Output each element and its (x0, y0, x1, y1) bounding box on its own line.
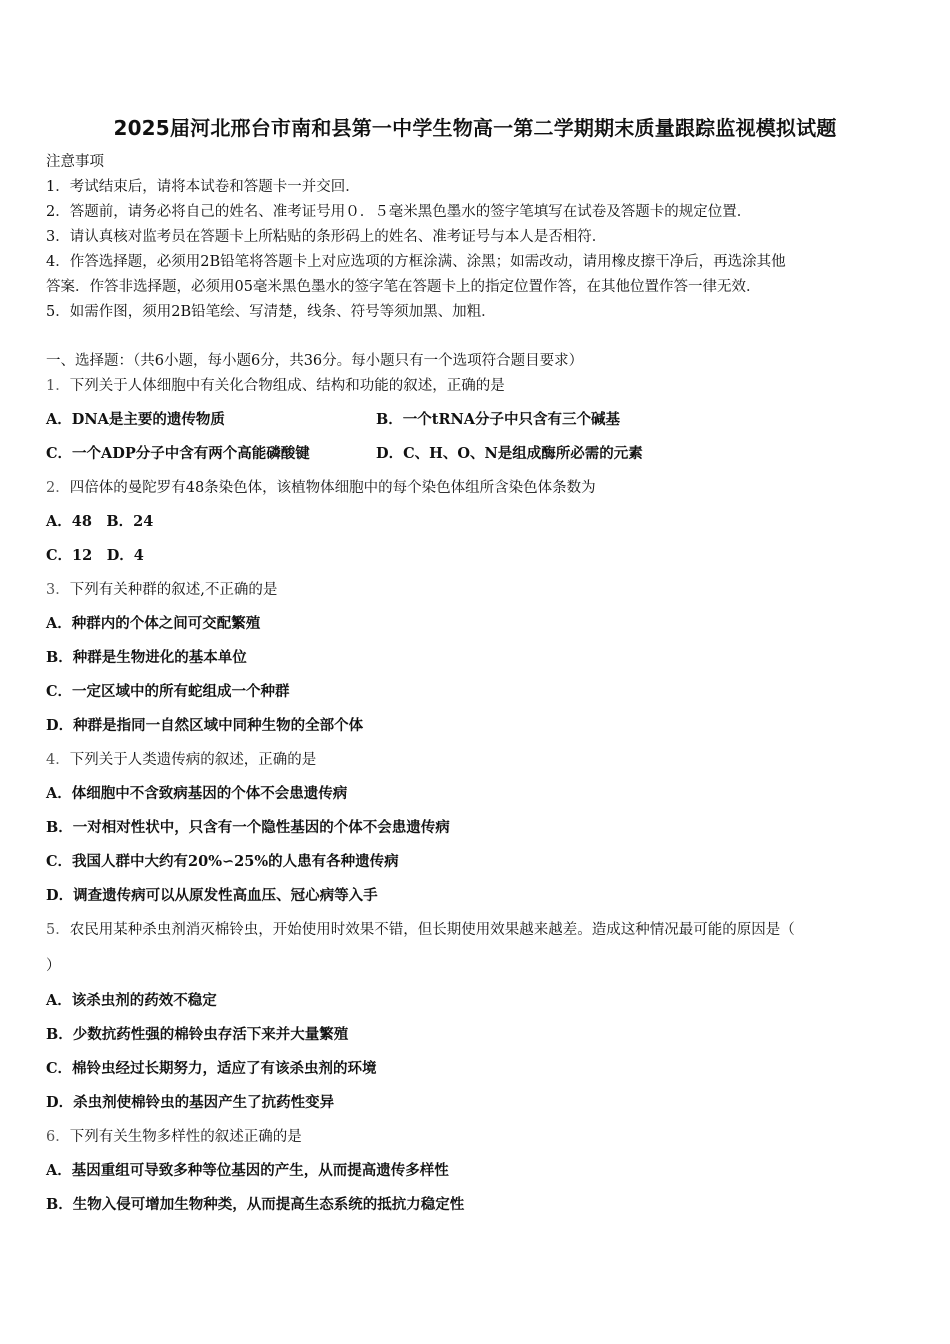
question-stem: 下列有关生物多样性的叙述正确的是 (69, 1129, 302, 1145)
q1-options-row-2 (46, 444, 906, 464)
question-number: 6． (46, 1129, 70, 1145)
q3-option-b: B．种群是生物进化的基本单位 (46, 649, 247, 666)
question-number: 5． (46, 922, 70, 938)
q4-option-c: C．我国人群中大约有20%∽25%的人患有各种遗传病 (46, 853, 399, 870)
question-4 (46, 750, 316, 770)
q6-option-a: A．基因重组可导致多种等位基因的产生，从而提高遗传多样性 (46, 1162, 449, 1179)
q5-option-d: D．杀虫剂使棉铃虫的基因产生了抗药性变异 (46, 1094, 335, 1111)
notice-item-5: 5．如需作图，须用2B铅笔绘、写清楚，线条、符号等须加黑、加粗． (46, 304, 496, 320)
question-number: 2． (46, 480, 70, 496)
question-6 (46, 1127, 302, 1147)
q1-option-b: B．一个tRNA分子中只含有三个碱基 (376, 411, 621, 428)
q1-option-a: A．DNA是主要的遗传物质 (46, 411, 225, 428)
question-1 (46, 376, 505, 396)
question-number: 4． (46, 752, 70, 768)
question-2 (46, 478, 596, 498)
q3-option-c: C．一定区域中的所有蛇组成一个种群 (46, 683, 290, 700)
question-number: 1． (46, 378, 70, 394)
question-stem: 下列关于人类遗传病的叙述，正确的是 (69, 752, 317, 768)
q4-option-a: A．体细胞中不含致病基因的个体不会患遗传病 (46, 785, 348, 802)
q5-option-a: A．该杀虫剂的药效不稳定 (46, 992, 217, 1009)
notice-item-4-cont: 答案．作答非选择题，必须用05毫米黑色墨水的签字笔在答题卡上的指定位置作答，在其他位置作答一律无效． (46, 279, 761, 295)
q3-option-d: D．种群是指同一自然区域中同种生物的全部个体 (46, 717, 364, 734)
q2-options-cd: C．12 D．4 (46, 547, 144, 564)
page-title: 2025届河北邢台市南和县第一中学生物高一第二学期期末质量跟踪监视模拟试题 (113, 116, 837, 140)
q6-option-b: B．生物入侵可增加生物种类，从而提高生态系统的抵抗力稳定性 (46, 1196, 465, 1213)
question-stem: 下列有关种群的叙述,不正确的是 (69, 582, 278, 598)
q5-option-b: B．少数抗药性强的棉铃虫存活下来并大量繁殖 (46, 1026, 349, 1043)
q3-option-a: A．种群内的个体之间可交配繁殖 (46, 615, 261, 632)
q5-option-c: C．棉铃虫经过长期努力，适应了有该杀虫剂的环境 (46, 1060, 377, 1077)
q1-option-d: D．C、H、O、N是组成酶所必需的元素 (376, 445, 643, 462)
question-5 (46, 920, 795, 940)
notice-item-4: 4．作答选择题，必须用2B铅笔将答题卡上对应选项的方框涂满、涂黑；如需改动，请用橡皮擦干净后，再选涂其他 (46, 254, 786, 270)
question-stem: 下列关于人体细胞中有关化合物组成、结构和功能的叙述，正确的是 (69, 378, 505, 394)
q1-option-c: C．一个ADP分子中含有两个高能磷酸键 (46, 445, 310, 462)
notice-item-1: 1．考试结束后，请将本试卷和答题卡一并交回． (46, 179, 360, 195)
q4-option-d: D．调查遗传病可以从原发性高血压、冠心病等入手 (46, 887, 378, 904)
q4-option-b: B．一对相对性状中，只含有一个隐性基因的个体不会患遗传病 (46, 819, 450, 836)
question-stem: 四倍体的曼陀罗有48条染色体，该植物体细胞中的每个染色体组所含染色体条数为 (69, 480, 596, 496)
question-number: 3． (46, 582, 70, 598)
section-heading: 一、选择题：（共6小题，每小题6分，共36分。每小题只有一个选项符合题目要求） (46, 353, 584, 369)
question-5-stem-cont: ） (46, 958, 61, 974)
question-stem: 农民用某种杀虫剂消灭棉铃虫，开始使用时效果不错，但长期使用效果越来越差。造成这种情况最可能的原因是（ (69, 922, 795, 938)
question-3 (46, 580, 277, 600)
notice-item-2: 2．答题前，请务必将自己的姓名、准考证号用０．５毫米黑色墨水的签字笔填写在试卷及答题卡的规定位置． (46, 204, 752, 220)
q1-options-row-1 (46, 410, 906, 430)
notice-item-3: 3．请认真核对监考员在答题卡上所粘贴的条形码上的姓名、准考证号与本人是否相符． (46, 229, 607, 245)
q2-options-ab: A．48 B．24 (46, 513, 154, 530)
notice-heading: 注意事项 (46, 154, 104, 170)
